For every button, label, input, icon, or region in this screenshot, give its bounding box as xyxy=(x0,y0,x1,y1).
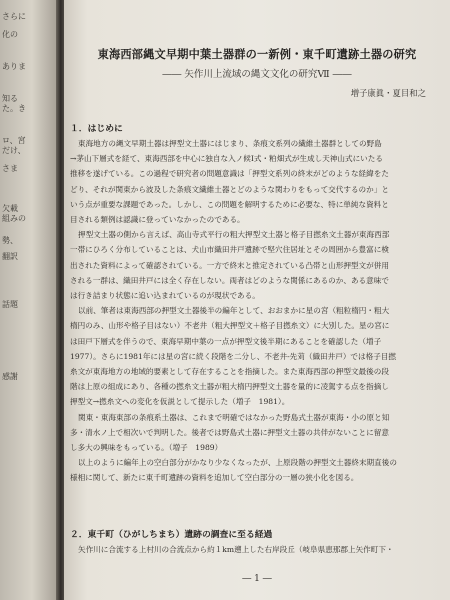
section-heading-survey-history: ２．東千町（ひがしちまち）遺跡の調査に至る経過 xyxy=(70,530,273,540)
article-authors: 増子康眞・夏目和之 xyxy=(350,88,426,98)
body-text-line: される一群は、織田井戸には全く存在しない。両者はどのような関係にあるのか、ある意味で xyxy=(70,275,389,285)
body-text-line: →茅山下層式を経て、東海西部を中心に独自な入ノ候Ⅰ式・粕畑式が生成し天神山式にいたる xyxy=(70,154,383,164)
left-page-text-line: さらに xyxy=(2,12,26,21)
body-text-line: は田戸下層式を伴うので、東海早期中葉の一点が押型文後半期にあることを確認した（増子 xyxy=(70,336,382,346)
body-text-line: は行き詰まり状態に追い込まれているのが現状である。 xyxy=(70,291,260,300)
left-page-text-line: 翻訳 xyxy=(2,252,18,261)
left-page-text-line: 感謝 xyxy=(2,372,18,381)
body-text-line: 推移を遂げている。この過程で研究者の問題意識は「押型文系列の終末がどのような経緯をた xyxy=(70,169,389,179)
left-page-text-line: 欠載 xyxy=(2,204,18,213)
body-text-line: 目される類例は認識に登っていなかったのである。 xyxy=(70,215,245,224)
body-text-line: 出された資料によって確認されている。一方で終末と推定されている凸帯と山形押型文が併用 xyxy=(70,260,389,270)
left-page-text-line: 組みの xyxy=(2,214,26,223)
body-text-line: 関東・東海東部の条痕系土器は、これまで明確ではなかった野島式土器が東海・小の原と知 xyxy=(78,412,390,422)
left-page-text-line: 化の xyxy=(2,30,18,39)
body-text-line: どり、それが関東から波及した条痕文繊維土器とどのような関わりをもって交代するのか」と xyxy=(70,184,389,194)
body-text-line: 押型文土器の側から言えば、高山寺式平行の粗大押型文土器と格子目撚糸文土器が東海西部 xyxy=(78,230,390,240)
section-heading-introduction: １．はじめに xyxy=(70,124,123,134)
left-page-text-line: ロ、宮 xyxy=(2,136,26,145)
body-text-line: いう点が重要な課題であった。しかし、この問題を解明するために必要な、特に単純な資料と xyxy=(70,199,389,209)
left-page-edge xyxy=(0,0,58,600)
left-page-text-line: さま xyxy=(2,164,18,173)
body-text-line: し多大の興味をもっている。（増子 1989） xyxy=(70,443,223,452)
body-text-line: 以上のように編年上の空白部分がかなり少なくなったが、上原段階の押型文土器終末期直後の xyxy=(78,458,397,468)
body-text-line: 楕円のみ、山形や格子目はない）不老井（粗大押型文＋格子目撚糸文）に大別した。星の宮に xyxy=(70,321,390,331)
body-text-line: 押型文→撚糸文への変化を仮説として提示した（増子 1981）。 xyxy=(70,397,290,407)
left-page-text-line: 勢、 xyxy=(2,236,18,245)
left-page-text-line: 話題 xyxy=(2,300,18,309)
article-title: 東海西部縄文早期中葉土器群の一新例・東千町遺跡土器の研究 xyxy=(97,47,417,61)
article-subtitle: ―― 矢作川上流域の縄文文化の研究Ⅶ ―― xyxy=(162,69,352,80)
body-text-line: 一帯にひろく分布していることは、犬山市織田井戸遺跡で堅穴住居址とその周囲から豊富に検 xyxy=(70,245,389,255)
body-text-line: 東海地方の縄文早期土器は押型文土器にはじまり、条痕文系列の繊維土器群としての野島 xyxy=(78,139,382,148)
body-text-line: 多・清水ノ上で相次いで判明した。後者では野島式土器に押型文土器の共伴がないことに留意 xyxy=(70,427,389,437)
body-text-line: 1977）。さらに1981年には星の宮に続く段階を二分し、不老井-先苅（織田井戸）では格子目撚 xyxy=(70,351,396,361)
body-text-line: 階は上原の組成にあり、各種の撚糸文土器が粗大楕円押型文土器を量的に凌駕する点を指摘し xyxy=(70,382,389,392)
document-page xyxy=(64,0,450,600)
body-text-line: 糸文が東海地方の地域的要素として存在することを指摘した。また東海西部の押型文最後の段 xyxy=(70,367,389,376)
body-text-line: 様相に関して、新たに東千町遺跡の資料を追加して空白部分の一層の狭小化を図る。 xyxy=(70,473,359,483)
page-number: ― 1 ― xyxy=(242,574,272,584)
body-text-line: 矢作川に合流する上村川の合流点から約１km遡上した右岸段丘（岐阜県恵那郡上矢作町下・ xyxy=(78,545,394,554)
left-page-text-line: た。き xyxy=(2,104,26,113)
left-page-text-line: ありま xyxy=(2,62,26,71)
left-page-text-line: 知る xyxy=(2,94,18,103)
left-page-text-line: だけ、 xyxy=(2,146,26,155)
body-text-line: 以前、筆者は東海西部の押型文土器後半の編年として、おおまかに星の宮（粗粒楕円・粗大 xyxy=(78,306,390,316)
